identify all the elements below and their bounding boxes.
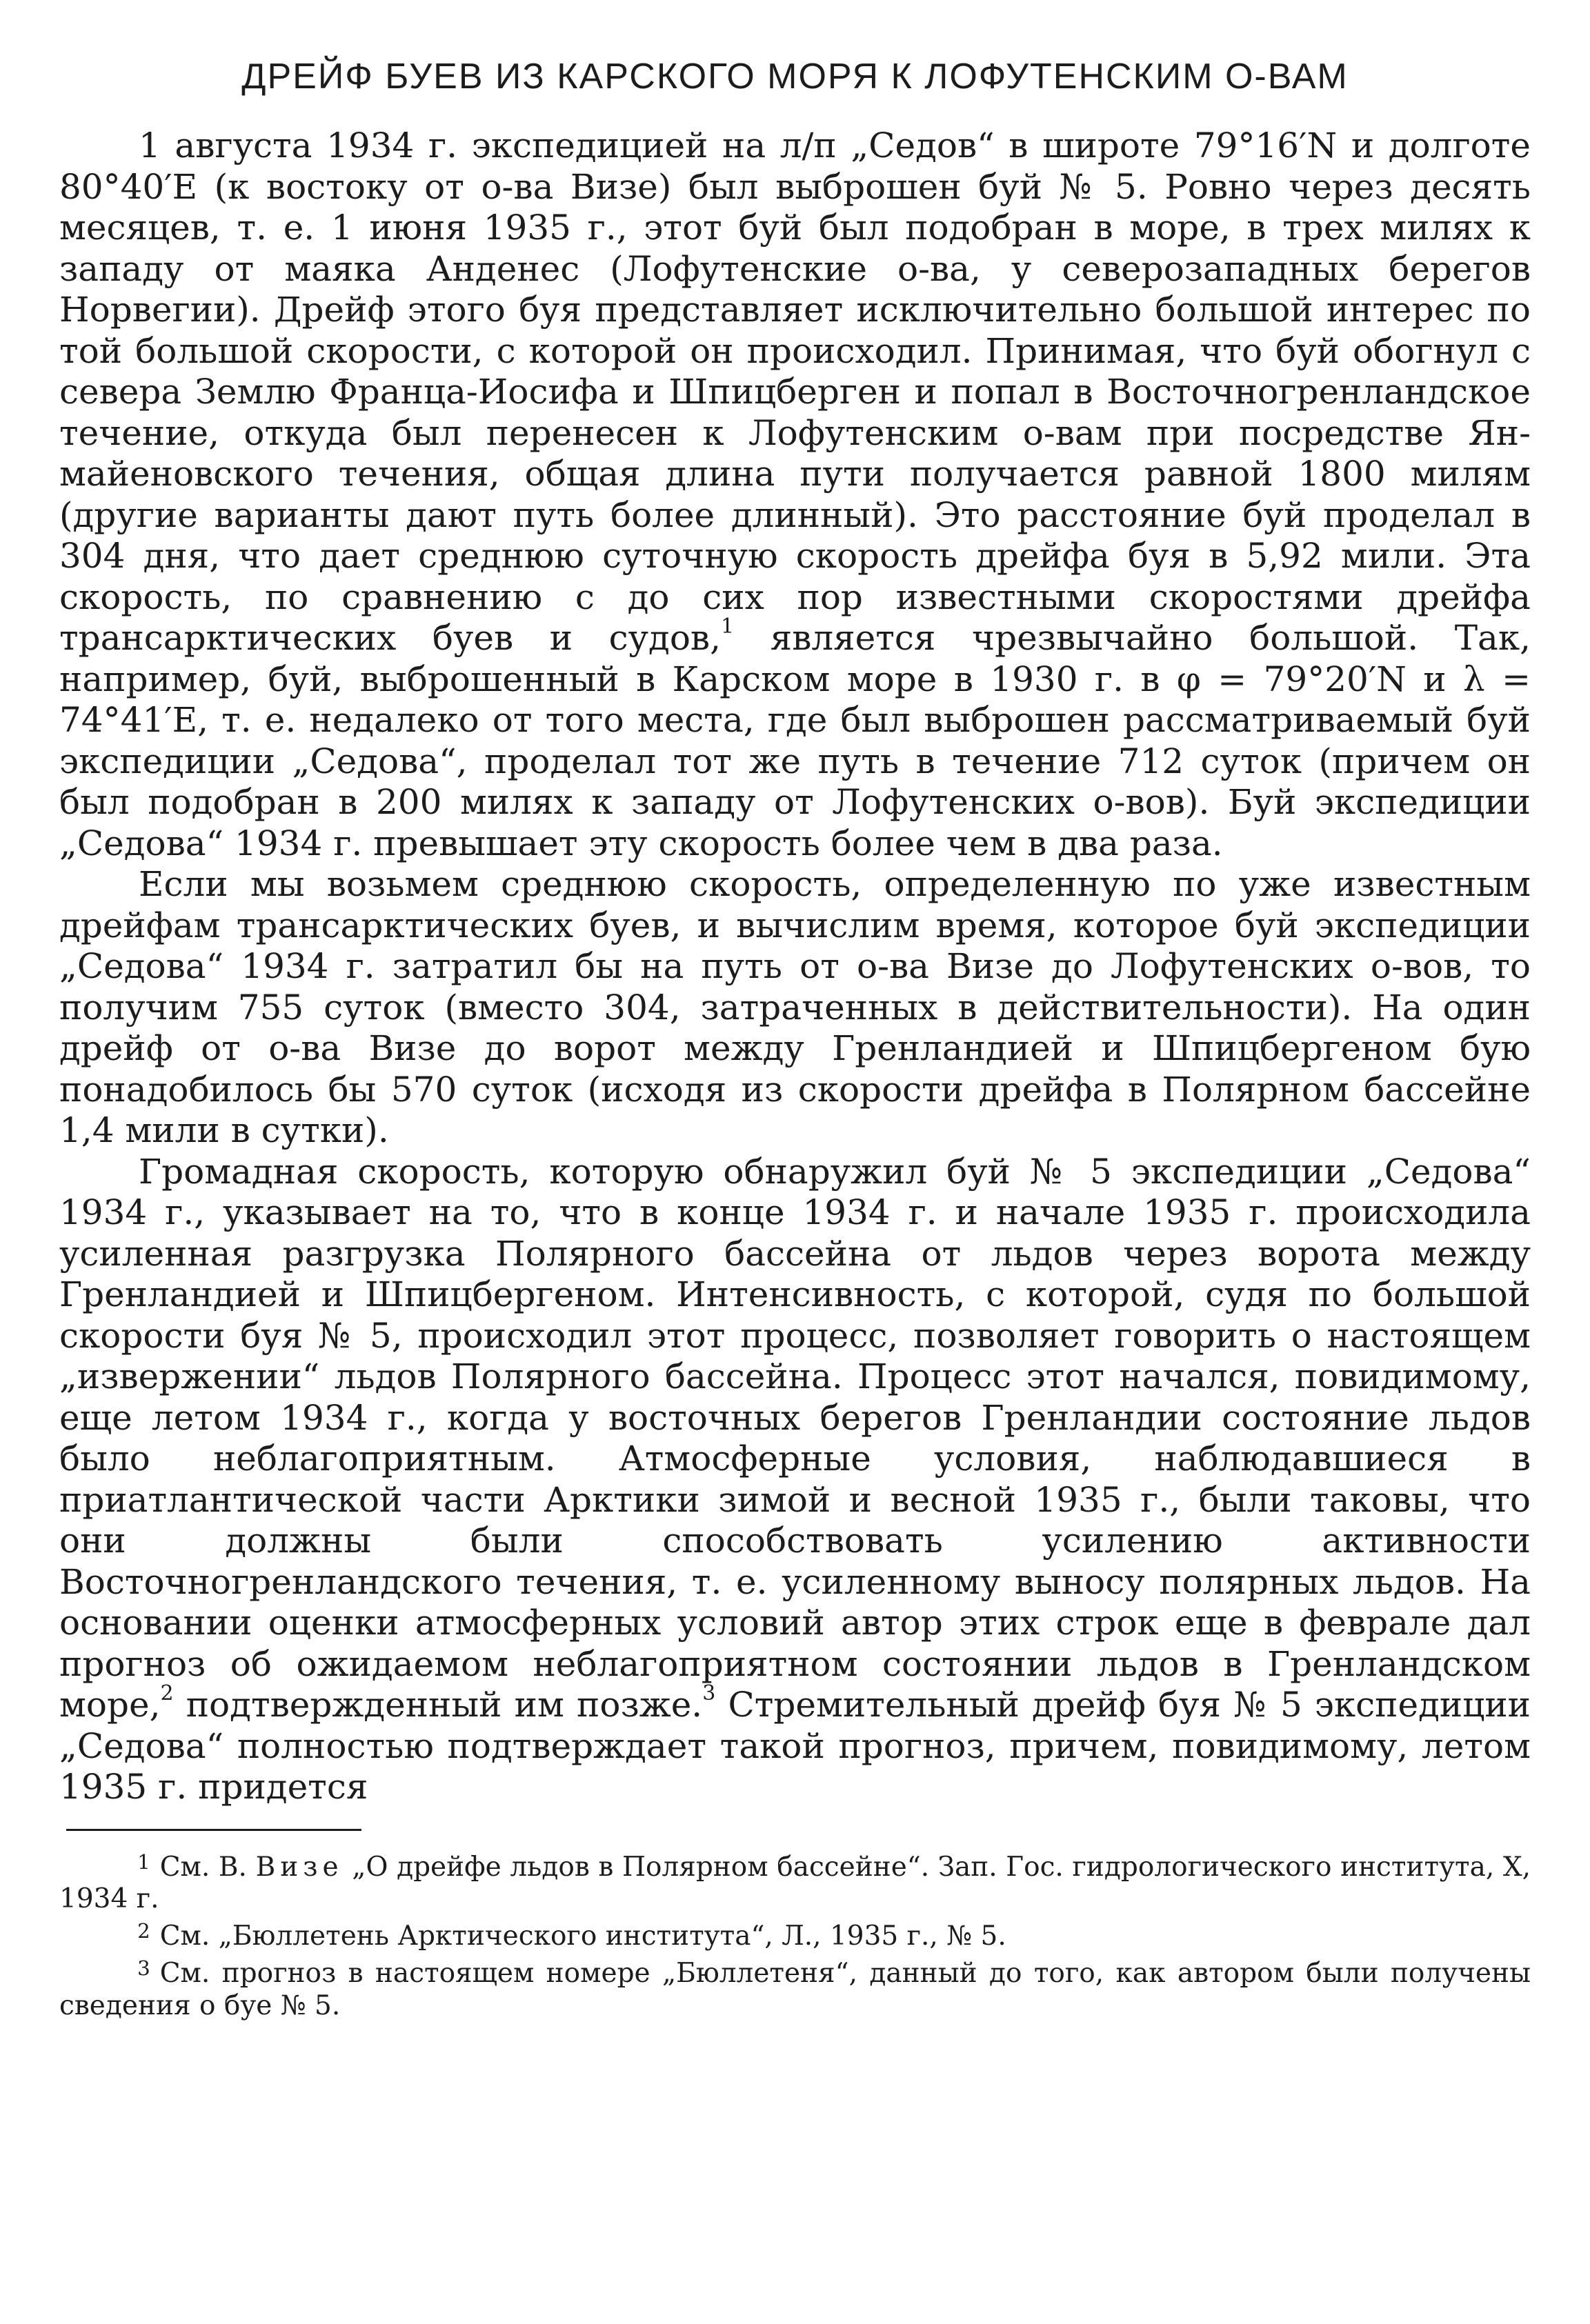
paragraph-3-text-c: Стремительный дрейф буя № 5 экспедиции „Седова“ полностью подтверждает такой прогноз, причем, повидимому, летом 1935 г. придется: [59, 1685, 1531, 1807]
footnote-1-text-a: См. В.: [159, 1852, 256, 1883]
paragraph-3-text-a: Громадная скорость, которую обнаружил буй № 5 экспедиции „Седова“ 1934 г., указывает на то, что в конце 1934 г. и начале 1935 г. происходила усиленная разгрузка Полярного бассейна от льдов через ворота между Гренландией и Шпицбергеном. Интенсивность, с которой, судя по большой скорости буя № 5, происходил этот процесс, позволяет говорить о настоящем „извержении“ льдов Полярного бассейна. Процесс этот начался, повидимому, еще летом 1934 г., когда у восточных берегов Гренландии состояние льдов было неблагоприятным. Атмосферные условия, наблюдавшиеся в приатлантической части Арктики зимой и весной 1935 г., были таковы, что они должны были способствовать усилению активности Восточногренландского течения, т. е. усиленному выносу полярных льдов. На основании оценки атмосферных условий автор этих строк еще в феврале дал прогноз об ожидаемом неблагоприятном состоянии льдов в Гренландском море,: [59, 1151, 1531, 1725]
paragraph-1-text-b: является чрезвычайно большой. Так, например, буй, выброшенный в Карском море в 1930 г. в φ = 79°20′N и λ = 74°41′E, т. е. недалеко от того места, где был выброшен рассматриваемый буй экспедиции „Седова“, проделал тот же путь в течение 712 суток (причем он был подобран в 200 милях к западу от Лофутенских о-вов). Буй экспедиции „Седова“ 1934 г. превышает эту скорость более чем в два раза.: [59, 618, 1531, 863]
footnote-ref-1: 1: [720, 614, 735, 639]
footnote-3-number: 3: [137, 1956, 150, 1981]
paragraph-2: Если мы возьмем среднюю скорость, определенную по уже известным дрейфам трансарктических буев, и вычислим время, которое буй экспедиции „Седова“ 1934 г. затратил бы на путь от о-ва Визе до Лофутенских о-вов, то получим 755 суток (вместо 304, затраченных в действительности). На один дрейф от о-ва Визе до ворот между Гренландией и Шпицбергеном бую понадобилось бы 570 суток (исходя из скорости дрейфа в Полярном бассейне 1,4 мили в сутки).: [59, 864, 1531, 1151]
paragraph-3-text-b: подтвержденный им позже.: [173, 1685, 703, 1725]
footnotes: [59, 1846, 1531, 2022]
paragraph-1: [59, 126, 1531, 864]
footnote-1-number: 1: [137, 1850, 150, 1874]
footnote-divider: [66, 1829, 361, 1831]
footnote-ref-2: 2: [160, 1681, 174, 1706]
footnote-1-text-b: „О дрейфе льдов в Полярном бассейне“. Зап. Гос. гидрологического института, X, 1934 г.: [59, 1852, 1531, 1915]
paragraph-3: [59, 1152, 1531, 1808]
footnote-1: [59, 1846, 1531, 1915]
footnote-2: [59, 1915, 1531, 1952]
footnote-3-text: См. прогноз в настоящем номере „Бюллетеня“, данный до того, как автором были получены сведения о буе № 5.: [59, 1958, 1531, 2021]
footnote-3: [59, 1952, 1531, 2021]
footnote-2-number: 2: [137, 1919, 150, 1943]
footnote-1-author: Визе: [255, 1852, 344, 1883]
footnote-2-text: См. „Бюллетень Арктического института“, Л., 1935 г., № 5.: [159, 1921, 1006, 1952]
footnote-ref-3: 3: [702, 1681, 716, 1706]
paragraph-1-text-a: 1 августа 1934 г. экспедицией на л/п „Седов“ в широте 79°16′N и долготе 80°40′E (к востоку от о-ва Визе) был выброшен буй № 5. Ровно через десять месяцев, т. е. 1 июня 1935 г., этот буй был подобран в море, в трех милях к западу от маяка Анденес (Лофутенские о-ва, у северозападных берегов Норвегии). Дрейф этого буя представляет исключительно большой интерес по той большой скорости, с которой он происходил. Принимая, что буй обогнул с севера Землю Франца-Иосифа и Шпицберген и попал в Восточногренландское течение, откуда был перенесен к Лофутенским о-вам при посредстве Ян-майеновского течения, общая длина пути получается равной 1800 милям (другие варианты дают путь более длинный). Это расстояние буй проделал в 304 дня, что дает среднюю суточную скорость дрейфа буя в 5,92 мили. Эта скорость, по сравнению с до сих пор известными скоростями дрейфа трансарктических буев и судов,: [59, 126, 1531, 659]
article-title: ДРЕЙФ БУЕВ ИЗ КАРСКОГО МОРЯ К ЛОФУТЕНСКИМ О-ВАМ: [241, 57, 1349, 97]
